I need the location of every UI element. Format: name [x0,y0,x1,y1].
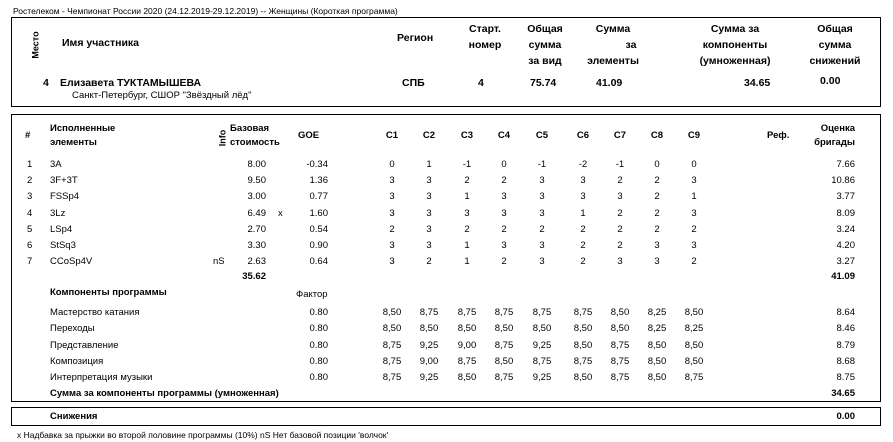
element-goe: 1.36 [309,175,328,187]
element-judge-score: 2 [580,256,586,268]
component-judge-score: 8,75 [610,339,630,351]
element-code: 3A [50,159,62,170]
component-judge-score: 8,75 [494,372,514,384]
total-score-value: 75.74 [530,77,557,89]
judge-header: С7 [613,130,627,141]
element-judge-score: 0 [654,159,660,170]
total-header-2: сумма [528,39,562,51]
element-number: 5 [27,223,33,235]
element-number: 1 [27,159,33,170]
component-judge-score: 8,50 [457,323,477,335]
component-panel-score: 8.79 [836,339,855,351]
judge-header: С4 [497,130,511,141]
component-judge-score: 9,25 [532,372,552,384]
element-judge-score: 2 [617,240,623,251]
element-panel-score: 10.86 [831,175,855,187]
element-judge-score: 1 [691,191,697,203]
component-name: Интерпретация музыки [50,372,153,384]
judge-header: С5 [535,130,549,141]
components-sum-header-2: компоненты [702,39,768,51]
element-judge-score: 3 [654,240,660,251]
component-factor: 0.80 [309,307,328,318]
element-judge-score: 1 [464,191,470,203]
base-header-2: стоимость [230,137,280,148]
component-name: Представление [50,339,119,351]
component-judge-score: 8,75 [573,355,593,367]
element-code: 3Lz [50,207,66,219]
start-number-value: 4 [478,77,484,89]
element-judge-score: 2 [501,223,507,235]
element-judge-score: 3 [580,175,586,187]
element-judge-score: 0 [389,159,395,170]
element-panel-score: 8.09 [836,207,855,219]
element-base-value: 8.00 [247,159,266,170]
deductions-sum-header-1: Общая [817,23,853,35]
component-judge-score: 8,75 [457,307,477,318]
factor-header: Фактор [296,289,328,300]
component-judge-score: 8,50 [684,339,704,351]
component-judge-score: 8,75 [532,307,552,318]
skater-club: Санкт-Петербург, СШОР "Звёздный лёд" [72,90,252,101]
deductions-total: 0.00 [836,411,855,422]
component-judge-score: 8,50 [610,323,630,335]
element-judge-score: 2 [580,240,586,251]
element-judge-score: 2 [501,175,507,187]
element-judge-score: 3 [389,175,395,187]
element-info: nS [213,256,225,268]
elements-header-1: Исполненные [50,123,116,134]
element-code: StSq3 [50,240,76,251]
component-judge-score: 8,25 [684,323,704,335]
element-number: 2 [27,175,33,187]
element-judge-score: 2 [389,223,395,235]
elements-total: 41.09 [831,271,855,282]
component-judge-score: 9,25 [532,339,552,351]
element-judge-score: -2 [578,159,588,170]
element-judge-score: 1 [464,240,470,251]
component-judge-score: 8,50 [457,372,477,384]
info-header: Info [217,129,228,147]
component-factor: 0.80 [309,339,328,351]
element-judge-score: 2 [539,223,545,235]
component-judge-score: 8,50 [684,355,704,367]
element-bonus-mark: x [278,207,283,219]
element-judge-score: 3 [539,175,545,187]
component-judge-score: 8,75 [382,372,402,384]
element-judge-score: 3 [426,207,432,219]
element-judge-score: 2 [617,223,623,235]
component-panel-score: 8.64 [836,307,855,318]
component-judge-score: 9,25 [419,339,439,351]
component-judge-score: 8,75 [573,307,593,318]
element-judge-score: 3 [617,191,623,203]
element-panel-score: 3.77 [836,191,855,203]
component-judge-score: 8,50 [419,323,439,335]
region-header: Регион [397,32,434,44]
element-judge-score: 3 [464,207,470,219]
deductions-label: Снижения [50,411,98,422]
element-number: 4 [27,207,33,219]
component-judge-score: 8,50 [647,372,667,384]
elements-header-2: элементы [50,137,97,148]
name-header: Имя участника [62,37,140,49]
element-judge-score: -1 [537,159,547,170]
element-judge-score: 2 [426,256,432,268]
total-header-1: Общая [527,23,563,35]
element-judge-score: -1 [462,159,472,170]
component-panel-score: 8.68 [836,355,855,367]
component-judge-score: 8,75 [684,372,704,384]
element-base-value: 3.00 [247,191,266,203]
start-header-2: номер [468,39,502,51]
component-factor: 0.80 [309,355,328,367]
component-judge-score: 9,00 [457,339,477,351]
footnote: x Надбавка за прыжки во второй половине программы (10%) nS Нет базовой позиции 'волчок' [17,430,389,440]
judge-header: С2 [422,130,436,141]
component-name: Переходы [50,323,95,335]
element-code: FSSp4 [50,191,80,203]
element-goe: 1.60 [309,207,328,219]
protocol-details-box [11,114,881,402]
elements-sum-header-3: элементы [587,55,639,67]
element-judge-score: 3 [617,256,623,268]
element-judge-score: 3 [580,191,586,203]
score-header-2: бригады [814,137,855,148]
ref-header: Реф. [767,130,790,141]
component-judge-score: 8,75 [494,339,514,351]
element-base-value: 9.50 [247,175,266,187]
score-header-1: Оценка [820,123,855,134]
component-judge-score: 8,50 [610,307,630,318]
element-judge-score: 3 [426,240,432,251]
event-title: Ростелеком - Чемпионат России 2020 (24.12.2019-29.12.2019) -- Женщины (Короткая программа) [13,6,398,16]
components-total-label: Сумма за компоненты программы (умноженная) [50,388,279,399]
element-base-value: 6.49 [247,207,266,219]
component-judge-score: 8,50 [382,323,402,335]
elements-score-value: 41.09 [596,77,623,89]
element-judge-score: 3 [691,240,697,251]
component-judge-score: 8,50 [573,323,593,335]
element-judge-score: 2 [501,256,507,268]
component-judge-score: 8,50 [494,355,514,367]
component-judge-score: 8,50 [532,323,552,335]
element-goe: 0.77 [309,191,328,203]
component-panel-score: 8.75 [836,372,855,384]
skater-name: Елизавета ТУКТАМЫШЕВА [60,77,202,89]
deductions-sum-header-3: снижений [809,55,861,67]
judge-header: С6 [576,130,590,141]
element-judge-score: 3 [691,207,697,219]
region-value: СПБ [402,77,425,89]
element-number: 7 [27,256,33,268]
component-panel-score: 8.46 [836,323,855,335]
components-header: Компоненты программы [50,287,167,298]
element-judge-score: 1 [580,207,586,219]
deductions-score-value: 0.00 [820,75,841,87]
component-judge-score: 8,50 [684,307,704,318]
component-judge-score: 8,75 [382,355,402,367]
component-judge-score: 8,75 [610,355,630,367]
element-judge-score: 1 [426,159,432,170]
element-panel-score: 4.20 [836,240,855,251]
element-judge-score: 3 [389,256,395,268]
element-base-value: 3.30 [247,240,266,251]
element-judge-score: 2 [617,175,623,187]
element-panel-score: 3.24 [836,223,855,235]
element-goe: 0.64 [309,256,328,268]
element-judge-score: 0 [691,159,697,170]
element-code: LSp4 [50,223,73,235]
judge-header: С8 [650,130,664,141]
element-panel-score: 7.66 [836,159,855,170]
element-base-value: 2.70 [247,223,266,235]
element-judge-score: 3 [539,256,545,268]
element-judge-score: 2 [654,207,660,219]
element-number: 3 [27,191,33,203]
element-judge-score: 3 [426,175,432,187]
components-total: 34.65 [831,388,855,399]
component-judge-score: 8,25 [647,323,667,335]
component-factor: 0.80 [309,372,328,384]
element-judge-score: 1 [464,256,470,268]
element-number: 6 [27,240,33,251]
element-judge-score: 2 [617,207,623,219]
judge-header: С3 [460,130,474,141]
element-judge-score: 2 [691,223,697,235]
judge-header: С1 [385,130,399,141]
element-goe: 0.90 [309,240,328,251]
component-judge-score: 9,25 [419,372,439,384]
elements-sum-header-2: за [625,39,637,51]
element-judge-score: -1 [615,159,625,170]
component-judge-score: 8,50 [647,339,667,351]
component-judge-score: 8,75 [382,339,402,351]
component-judge-score: 8,50 [573,339,593,351]
deductions-sum-header-2: сумма [818,39,852,51]
element-judge-score: 3 [426,223,432,235]
component-judge-score: 8,50 [647,355,667,367]
component-judge-score: 8,75 [610,372,630,384]
element-judge-score: 0 [501,159,507,170]
component-judge-score: 8,50 [494,323,514,335]
element-judge-score: 3 [539,207,545,219]
component-judge-score: 8,75 [419,307,439,318]
judge-header: С9 [687,130,701,141]
element-judge-score: 3 [389,191,395,203]
component-judge-score: 8,75 [494,307,514,318]
element-judge-score: 2 [654,191,660,203]
component-judge-score: 8,50 [573,372,593,384]
element-goe: -0.34 [306,159,328,170]
base-header-1: Базовая [230,123,270,134]
element-panel-score: 3.27 [836,256,855,268]
element-judge-score: 3 [426,191,432,203]
element-judge-score: 2 [464,175,470,187]
element-judge-score: 3 [501,207,507,219]
num-header: # [25,130,31,141]
total-header-3: за вид [528,55,562,67]
goe-header: GOE [298,130,320,141]
components-sum-header-3: (умноженная) [699,55,771,67]
element-judge-score: 3 [501,240,507,251]
components-sum-header-1: Сумма за [710,23,760,35]
element-judge-score: 2 [580,223,586,235]
element-goe: 0.54 [309,223,328,235]
element-code: CCoSp4V [50,256,93,268]
component-factor: 0.80 [309,323,328,335]
start-header-1: Старт. [469,23,501,35]
element-judge-score: 3 [539,191,545,203]
component-judge-score: 8,75 [457,355,477,367]
component-judge-score: 8,25 [647,307,667,318]
component-judge-score: 9,00 [419,355,439,367]
element-judge-score: 3 [389,240,395,251]
component-judge-score: 8,75 [532,355,552,367]
element-base-value: 2.63 [247,256,266,268]
component-name: Мастерство катания [50,307,140,318]
component-judge-score: 8,50 [382,307,402,318]
element-judge-score: 2 [654,223,660,235]
element-judge-score: 3 [389,207,395,219]
elements-sum-header-1: Сумма [595,23,631,35]
element-judge-score: 3 [539,240,545,251]
element-judge-score: 2 [464,223,470,235]
components-score-value: 34.65 [744,77,771,89]
element-judge-score: 2 [654,175,660,187]
element-code: 3F+3T [50,175,78,187]
base-total: 35.62 [242,271,266,282]
element-judge-score: 3 [501,191,507,203]
place-header: Место [30,31,41,59]
deductions-box [11,407,881,426]
element-judge-score: 2 [691,256,697,268]
element-judge-score: 3 [691,175,697,187]
element-judge-score: 3 [654,256,660,268]
place-value: 4 [43,77,49,89]
component-name: Композиция [50,355,104,367]
